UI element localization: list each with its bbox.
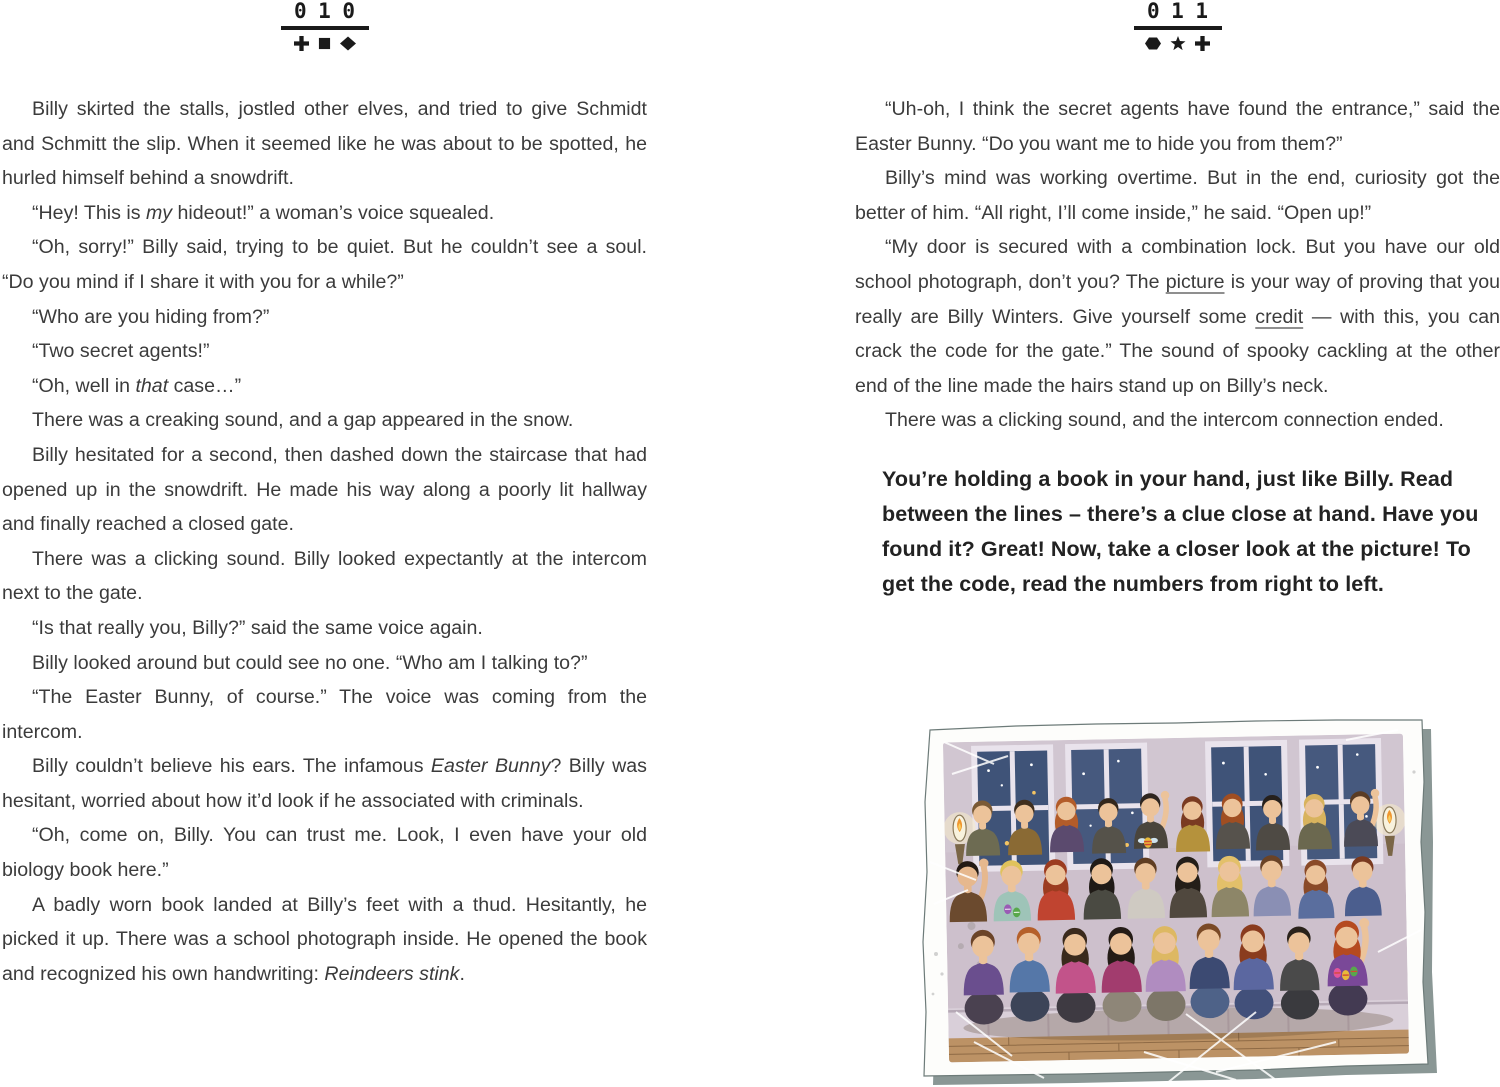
story-paragraph: There was a clicking sound, and the intercom connection ended. xyxy=(885,409,1444,432)
story-paragraph: “Oh, sorry!” Billy said, trying to be quiet. But he couldn’t see a soul. “Do you mind if I share it with you for a while?” xyxy=(2,236,647,293)
story-paragraph: “Who are you hiding from?” xyxy=(32,305,270,328)
right-header-divider xyxy=(1134,26,1222,30)
left-page-symbols xyxy=(255,36,395,52)
story-paragraph: “The Easter Bunny, of course.” The voice was coming from the intercom. xyxy=(2,686,647,743)
story-paragraph: “Is that really you, Billy?” said the same voice again. xyxy=(32,616,483,639)
story-paragraph: “Two secret agents!” xyxy=(32,340,210,363)
left-header-divider xyxy=(281,26,369,30)
star-icon xyxy=(1170,36,1186,51)
right-page-number-binary: 011 xyxy=(1146,0,1220,23)
square-icon xyxy=(318,37,331,50)
right-page-header xyxy=(1108,0,1248,52)
class-photo-svg xyxy=(916,712,1440,1087)
story-paragraph: “Uh-oh, I think the secret agents have found the entrance,” said the Easter Bunny. “Do you want me to hide you from them?” xyxy=(855,98,1500,155)
puzzle-instruction-callout: You’re holding a book in your hand, just like Billy. Read between the lines – there’s a clue close at hand. Have you found it? Great! Now, take a closer look at the picture! To get the code, read the numbers from right to left. xyxy=(882,467,1479,596)
story-paragraph: Billy’s mind was working overtime. But in the end, curiosity got the better of him. “All right, I’ll come inside,” he said. “Open up!” xyxy=(855,167,1500,224)
left-page-number-binary: 010 xyxy=(293,0,367,23)
class-photo-illustration xyxy=(916,712,1440,1087)
left-page-header xyxy=(255,0,395,52)
story-paragraph: “Hey! This is my hideout!” a woman’s voice squealed. xyxy=(32,201,495,224)
story-paragraph: Billy hesitated for a second, then dashed down the staircase that had opened up in the snowdrift. He made his way along a poorly lit hallway and finally reached a closed gate. xyxy=(2,443,647,536)
story-paragraph: There was a creaking sound, and a gap appeared in the snow. xyxy=(32,409,574,432)
story-paragraph: “Oh, well in that case…” xyxy=(32,374,242,397)
diamond-icon xyxy=(340,36,356,51)
story-paragraph: “My door is secured with a combination lock. But you have our old school photograph, don’t you? The picture is your way of proving that you really are Billy Winters. Give yourself some credit — with this, you can crack the code for the gate.” The sound of spooky cackling at the other end of the line made the hairs stand up on Billy’s neck. xyxy=(855,236,1500,397)
story-paragraph: Billy looked around but could see no one. “Who am I talking to?” xyxy=(32,651,588,674)
right-page-text xyxy=(855,92,1500,438)
story-paragraph: Billy couldn’t believe his ears. The infamous Easter Bunny? Billy was hesitant, worried about how it’d look if he associated with criminals. xyxy=(2,755,647,812)
story-paragraph: “Oh, come on, Billy. You can trust me. Look, I even have your old biology book here.” xyxy=(2,824,647,882)
hexagon-icon xyxy=(1145,36,1161,51)
photo-scene xyxy=(942,734,1410,1063)
story-paragraph: There was a clicking sound. Billy looked expectantly at the intercom next to the gate. xyxy=(2,547,647,605)
left-page xyxy=(2,0,647,1087)
right-page-symbols xyxy=(1108,36,1248,52)
cross-icon xyxy=(1195,36,1210,51)
children-front-row xyxy=(962,918,1371,1026)
story-paragraph: A badly worn book landed at Billy’s feet with a thud. Hesitantly, he picked it up. There was a school photograph inside. He opened the book and recognized his own handwriting: Reindeers stink. xyxy=(2,893,647,985)
story-paragraph: Billy skirted the stalls, jostled other elves, and tried to give Schmidt and Schmitt the slip. When it seemed like he was about to be spotted, he hurled himself behind a snowdrift. xyxy=(2,98,647,190)
cross-icon xyxy=(294,36,309,51)
left-page-text xyxy=(2,92,647,991)
